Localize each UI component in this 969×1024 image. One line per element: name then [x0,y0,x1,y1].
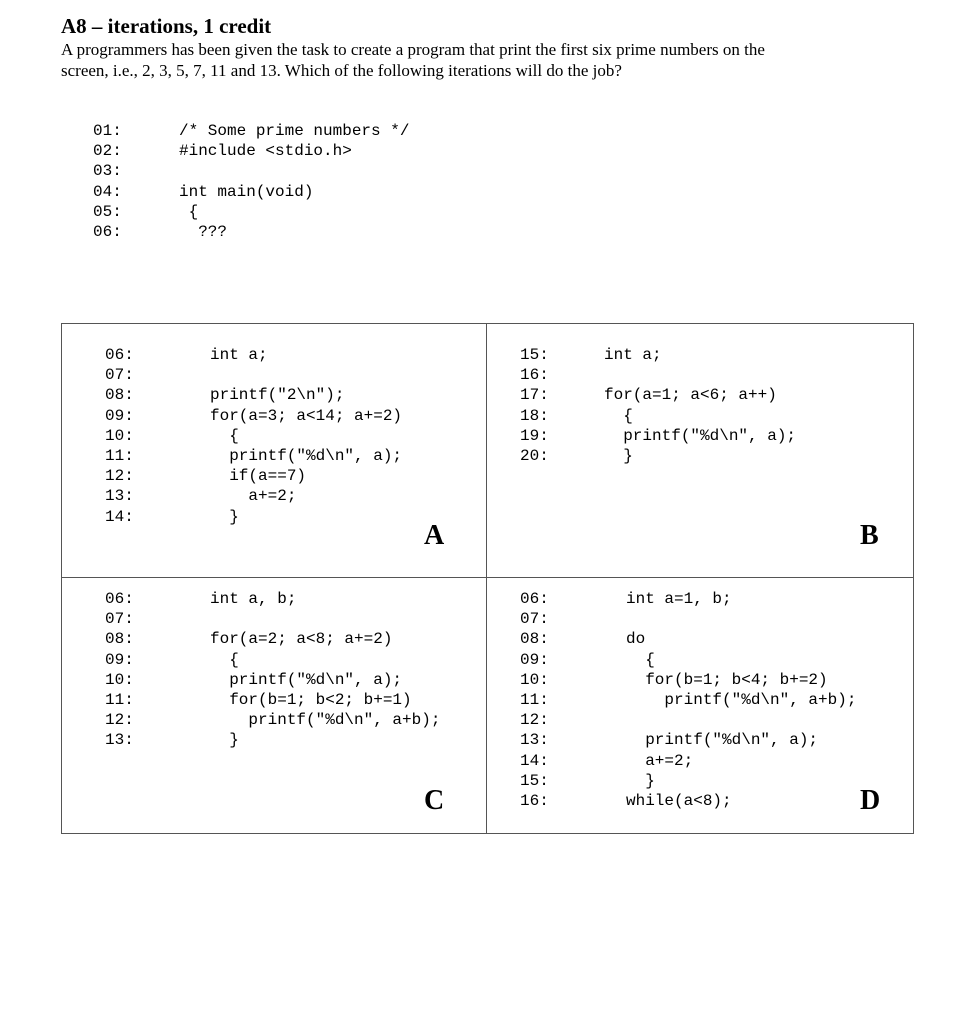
line-number: 06: [93,223,122,241]
line-number: 17: [520,386,549,405]
code-line: } [626,771,655,790]
code-line: for(b=1; b<4; b+=2) [626,670,828,689]
option-c-label: C [424,785,445,816]
option-c-panel[interactable] [62,568,487,833]
code-line: { [604,406,633,425]
code-line: { [626,650,655,669]
line-number: 16: [520,366,549,385]
code-line: { [210,650,239,669]
code-line: } [210,731,239,750]
code-line: printf("%d\n", a+b); [626,691,857,709]
code-line: for(a=3; a<14; a+=2) [210,406,403,425]
code-line: for(b=1; b<2; b+=1) [210,691,412,709]
line-number: 14: [520,751,549,770]
line-number: 14: [105,507,134,526]
line-number: 08: [105,630,134,649]
line-number: 07: [105,610,134,629]
question-line: screen, i.e., 2, 3, 5, 7, 11 and 13. Which of the following iterations will do the job? [61,61,622,80]
code-line: int a, b; [210,590,297,608]
line-number: 06: [105,590,134,608]
line-number: 11: [520,691,549,709]
code-line: for(a=1; a<6; a++) [604,386,777,405]
line-number: 15: [520,771,549,790]
option-a-panel[interactable] [62,324,487,578]
line-number: 13: [105,731,134,750]
question-title: A8 – iterations, 1 credit [61,14,272,38]
code-line: if(a==7) [210,467,307,486]
code-line: printf("%d\n", a+b); [210,711,441,730]
line-number: 10: [105,426,134,445]
line-number: 11: [105,691,134,709]
code-line: int a=1, b; [626,590,732,608]
code-line: { [179,202,199,221]
line-number: 13: [105,487,134,506]
line-number: 19: [520,426,549,445]
line-number: 12: [520,711,549,730]
code-line: /* Some prime numbers */ [179,122,410,140]
line-number: 18: [520,406,549,425]
line-number: 03: [93,162,122,181]
code-line: int main(void) [179,182,314,201]
line-number: 09: [105,406,134,425]
line-number: 09: [105,650,134,669]
line-number: 06: [105,346,134,364]
code-line: ??? [179,223,228,241]
code-line: for(a=2; a<8; a+=2) [210,630,393,649]
question-line: A programmers has been given the task to create a program that print the first six prime numbers on the [61,40,765,59]
line-number: 08: [105,386,134,405]
code-line: printf("%d\n", a); [626,731,819,750]
line-number: 16: [520,792,549,810]
code-line: printf("%d\n", a); [210,670,403,689]
code-line: int a; [210,346,268,364]
line-number: 12: [105,467,134,486]
option-b-label: B [860,520,879,551]
line-number: 10: [520,670,549,689]
line-number: 02: [93,142,122,161]
option-d-panel[interactable] [477,568,913,833]
line-number: 08: [520,630,549,649]
line-number: 20: [520,447,549,465]
line-number: 06: [520,590,549,608]
code-line: #include <stdio.h> [179,142,352,161]
code-line: printf("2\n"); [210,386,345,405]
line-number: 04: [93,182,122,201]
option-d-label: D [860,785,881,816]
code-line: do [626,630,646,649]
line-number: 05: [93,202,122,221]
line-number: 12: [105,711,134,730]
line-number: 07: [105,366,134,385]
code-line: while(a<8); [626,792,732,810]
code-line: printf("%d\n", a); [210,447,403,465]
code-line: } [210,507,239,526]
code-line: { [210,426,239,445]
option-a-label: A [424,520,445,551]
line-number: 09: [520,650,549,669]
line-number: 11: [105,447,134,465]
code-line: a+=2; [626,751,694,770]
line-number: 10: [105,670,134,689]
code-line: } [604,447,633,465]
question-text [61,39,841,81]
line-number: 01: [93,122,122,140]
code-line: printf("%d\n", a); [604,426,797,445]
line-number: 07: [520,610,549,629]
line-number: 15: [520,346,549,364]
line-number: 13: [520,731,549,750]
code-line: a+=2; [210,487,297,506]
code-line: int a; [604,346,662,364]
option-b-panel[interactable] [477,324,913,578]
options-grid [61,323,914,834]
